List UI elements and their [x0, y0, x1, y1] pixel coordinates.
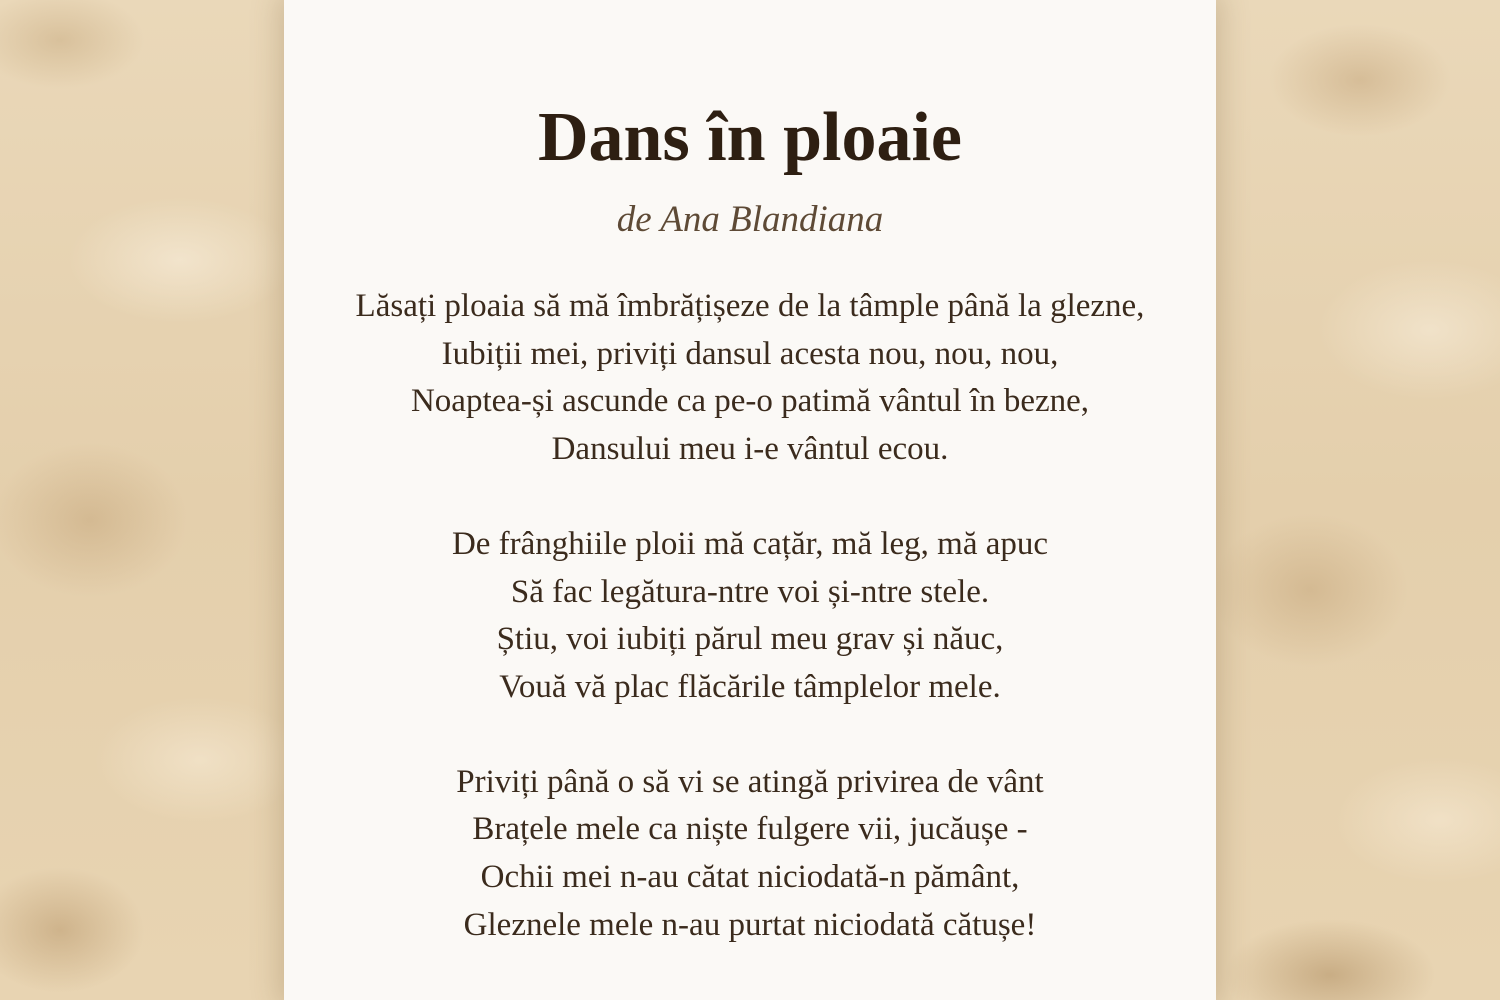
poem-line: Ochii mei n-au cătat niciodată-n pământ,	[480, 859, 1020, 896]
poem-line: Brațele mele ca niște fulgere vii, jucăușe -	[472, 811, 1028, 848]
poem-line: Vouă vă plac flăcările tâmplelor mele.	[499, 668, 1001, 705]
poem-line: Știu, voi iubiți părul meu grav și năuc,	[496, 621, 1004, 658]
poem-body	[284, 283, 1216, 949]
poem-line: Iubiții mei, priviți dansul acesta nou, nou, nou,	[441, 335, 1059, 372]
poem-page	[284, 0, 1216, 1000]
poem-title: Dans în ploaie	[538, 99, 962, 176]
poem-line: Dansului meu i-e vântul ecou.	[551, 431, 949, 468]
poem-line: Priviți până o să vi se atingă privirea de vânt	[456, 763, 1044, 800]
stanza-1	[284, 283, 1216, 474]
poem-line: Să fac legătura-ntre voi și-ntre stele.	[510, 573, 990, 610]
poem-line: De frânghiile ploii mă cațăr, mă leg, mă apuc	[451, 525, 1049, 562]
stanza-3	[284, 759, 1216, 950]
poem-line: Lăsați ploaia să mă îmbrățișeze de la tâmple până la glezne,	[355, 288, 1145, 324]
poem-line: Gleznele mele n-au purtat niciodată cătușe!	[463, 906, 1037, 943]
poem-line: Noaptea-și ascunde ca pe-o patimă vântul în bezne,	[410, 383, 1090, 420]
poem-author: de Ana Blandiana	[616, 199, 884, 240]
stanza-2	[284, 521, 1216, 712]
